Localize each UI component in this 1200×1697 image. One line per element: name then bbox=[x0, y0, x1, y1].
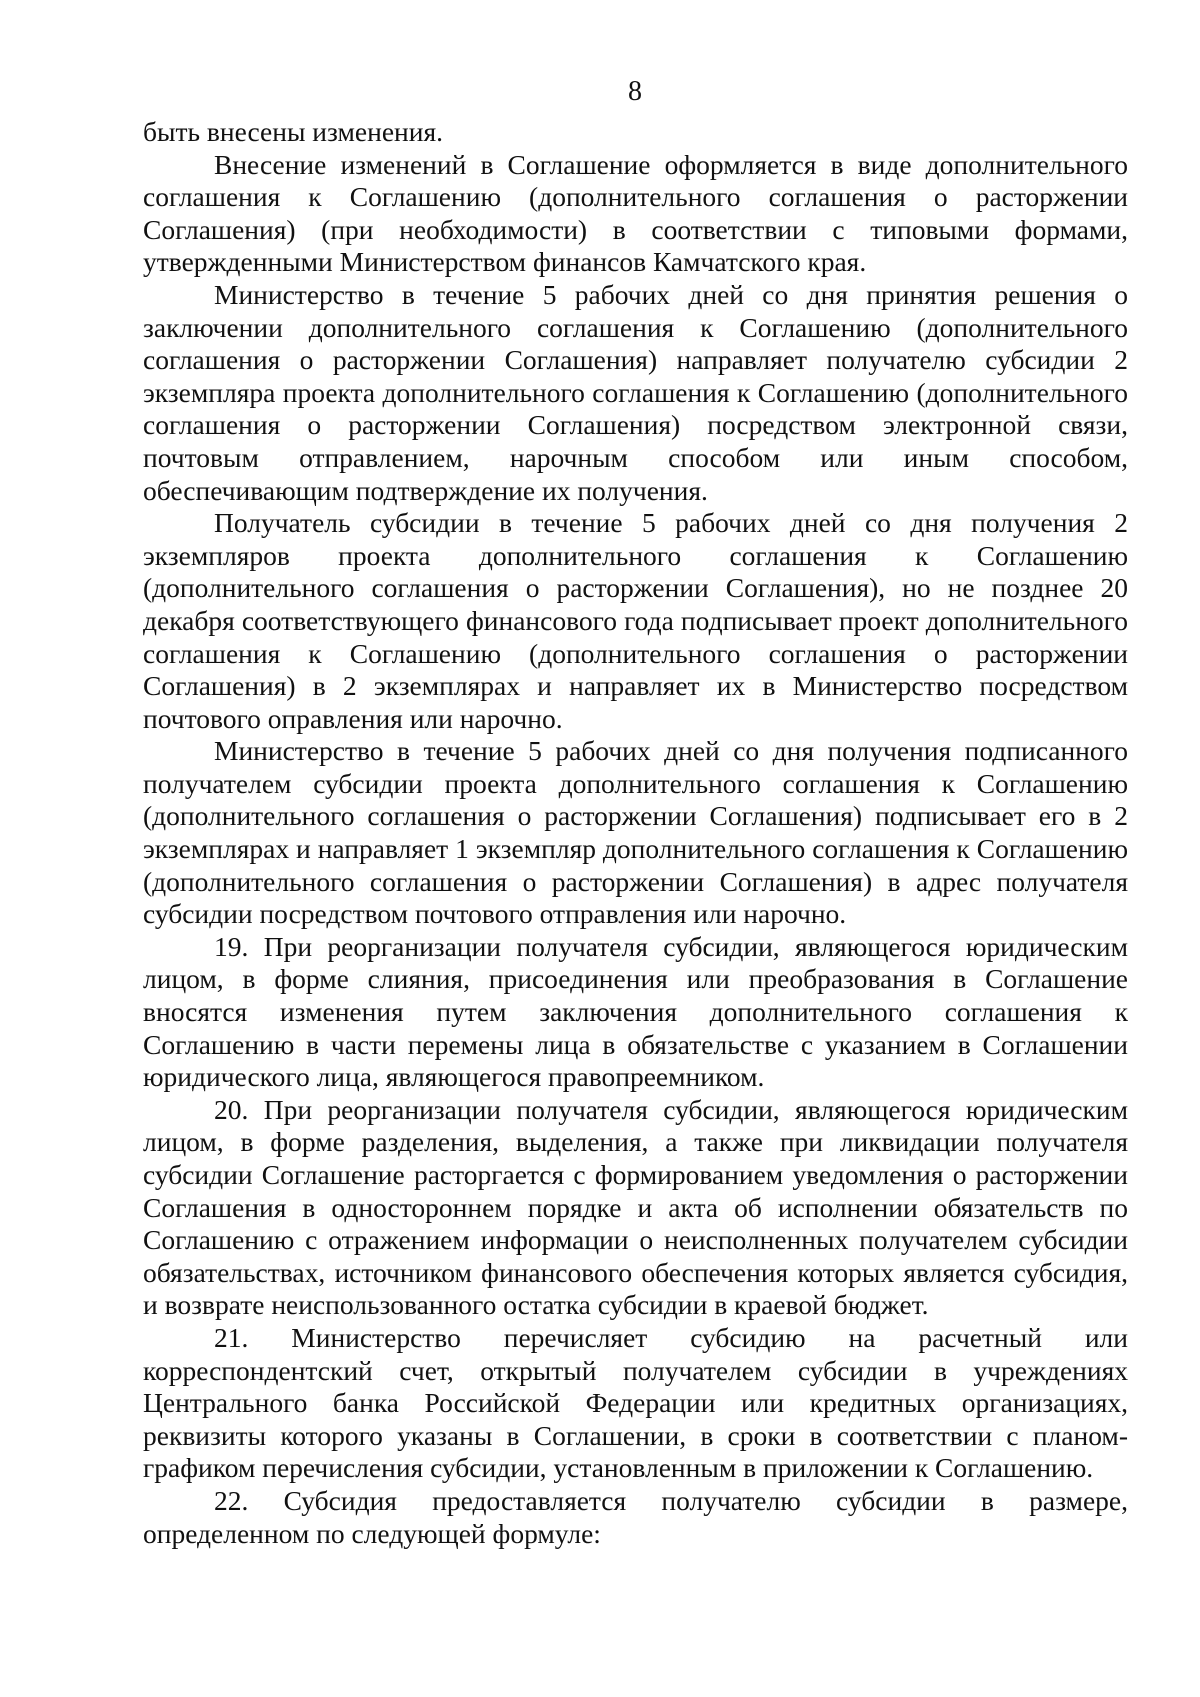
document-body bbox=[143, 116, 1128, 1550]
paragraph-item-21: 21. Министерство перечисляет субсидию на расчетный или корреспондентский счет, открытый получателем субсидии в учреждениях Центрального банка Российской Федерации или кредитных организациях, реквизиты которого указаны в Соглашении, в сроки в соответствии с планом-графиком перечисления субсидии, установленным в приложении к Соглашению. bbox=[143, 1321, 1128, 1484]
paragraph-recipient-signs: Получатель субсидии в течение 5 рабочих дней со дня получения 2 экземпляров проекта дополнительного соглашения к Соглашению (дополнительного соглашения о расторжении Соглашения), но не позднее 20 декабря соответствующего финансового года подписывает проект дополнительного соглашения к Соглашению (дополнительного соглашения о расторжении Соглашения) в 2 экземплярах и направляет их в Министерство посредством почтового оправления или нарочно. bbox=[143, 507, 1128, 734]
paragraph-item-22: 22. Субсидия предоставляется получателю субсидии в размере, определенном по следующей формуле: bbox=[143, 1484, 1128, 1549]
paragraph-ministry-sends-draft: Министерство в течение 5 рабочих дней со дня принятия решения о заключении дополнительного соглашения к Соглашению (дополнительного соглашения о расторжении Соглашения) направляет получателю субсидии 2 экземпляра проекта дополнительного соглашения к Соглашению (дополнительного соглашения о расторжении Соглашения) посредством электронной связи, почтовым отправлением, нарочным способом или иным способом, обеспечивающим подтверждение их получения. bbox=[143, 278, 1128, 506]
paragraph-ministry-signs: Министерство в течение 5 рабочих дней со дня получения подписанного получателем субсидии проекта дополнительного соглашения к Соглашению (дополнительного соглашения о расторжении Соглашения) подписывает его в 2 экземплярах и направляет 1 экземпляр дополнительного соглашения к Соглашению (дополнительного соглашения о расторжении Соглашения) в адрес получателя субсидии посредством почтового отправления или нарочно. bbox=[143, 735, 1128, 930]
paragraph-item-19: 19. При реорганизации получателя субсидии, являющегося юридическим лицом, в форме слияния, присоединения или преобразования в Соглашение вносятся изменения путем заключения дополнительного соглашения к Соглашению в части перемены лица в обязательстве с указанием в Соглашении юридического лица, являющегося правопреемником. bbox=[143, 930, 1128, 1093]
paragraph-amendment-form: Внесение изменений в Соглашение оформляется в виде дополнительного соглашения к Соглашению (дополнительного соглашения о расторжении Соглашения) (при необходимости) в соответствии с типовыми формами, утвержденными Министерством финансов Камчатского края. bbox=[143, 148, 1128, 278]
paragraph-item-20: 20. При реорганизации получателя субсидии, являющегося юридическим лицом, в форме разделения, выделения, а также при ликвидации получателя субсидии Соглашение расторгается с формированием уведомления о расторжении Соглашения в одностороннем порядке и акта об исполнении обязательств по Соглашению с отражением информации о неисполненных получателем субсидии обязательствах, источником финансового обеспечения которых является субсидия, и возврате неиспользованного остатка субсидии в краевой бюджет. bbox=[143, 1093, 1128, 1321]
page-number: 8 bbox=[628, 76, 642, 107]
paragraph-continuation: быть внесены изменения. bbox=[143, 116, 443, 147]
